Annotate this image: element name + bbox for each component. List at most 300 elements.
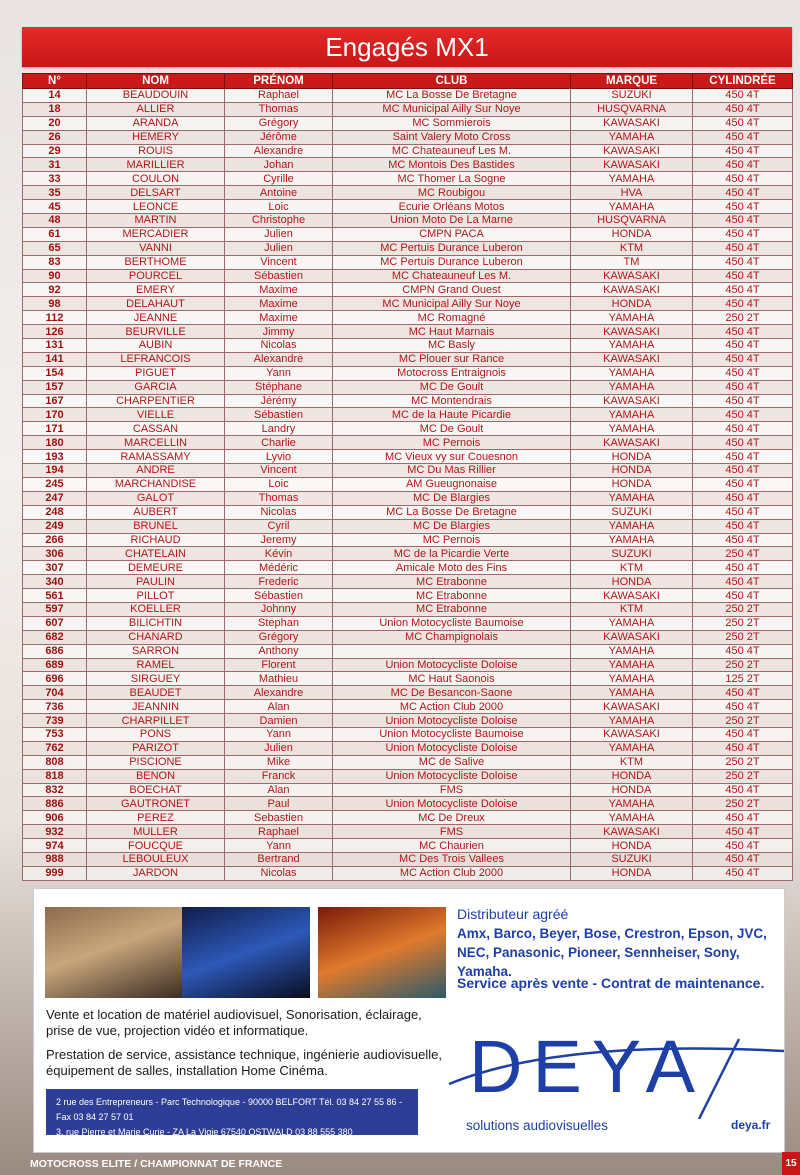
table-row bbox=[23, 325, 793, 339]
table-row bbox=[23, 366, 793, 380]
rider-lastname: ARANDA bbox=[87, 116, 225, 130]
table-row bbox=[23, 727, 793, 741]
rider-brand: HONDA bbox=[571, 464, 693, 478]
rider-club: FMS bbox=[333, 783, 571, 797]
rider-brand: KAWASAKI bbox=[571, 283, 693, 297]
rider-brand: SUZUKI bbox=[571, 547, 693, 561]
rider-club: Union Motocycliste Baumoise bbox=[333, 727, 571, 741]
table-row bbox=[23, 700, 793, 714]
deya-logo bbox=[439, 1025, 784, 1141]
logo-tagline: solutions audiovisuelles bbox=[466, 1118, 608, 1133]
rider-lastname: CHARPENTIER bbox=[87, 394, 225, 408]
rider-firstname: Stephan bbox=[225, 616, 333, 630]
rider-displacement: 450 4T bbox=[693, 89, 793, 103]
rider-brand: TM bbox=[571, 255, 693, 269]
rider-number: 762 bbox=[23, 741, 87, 755]
rider-number: 35 bbox=[23, 186, 87, 200]
rider-club: MC De Dreux bbox=[333, 811, 571, 825]
rider-club: MC De Blargies bbox=[333, 519, 571, 533]
rider-brand: YAMAHA bbox=[571, 491, 693, 505]
rider-displacement: 450 4T bbox=[693, 269, 793, 283]
rider-number: 98 bbox=[23, 297, 87, 311]
rider-number: 689 bbox=[23, 658, 87, 672]
table-row bbox=[23, 241, 793, 255]
rider-number: 307 bbox=[23, 561, 87, 575]
rider-number: 739 bbox=[23, 714, 87, 728]
rider-club: MC De Goult bbox=[333, 422, 571, 436]
rider-brand: HONDA bbox=[571, 839, 693, 853]
rider-number: 48 bbox=[23, 214, 87, 228]
rider-number: 248 bbox=[23, 505, 87, 519]
rider-firstname: Sébastien bbox=[225, 589, 333, 603]
rider-club: MC Municipal Ailly Sur Noye bbox=[333, 102, 571, 116]
rider-club: MC Plouer sur Rance bbox=[333, 352, 571, 366]
table-row bbox=[23, 172, 793, 186]
rider-lastname: GALOT bbox=[87, 491, 225, 505]
rider-number: 607 bbox=[23, 616, 87, 630]
rider-brand: KAWASAKI bbox=[571, 352, 693, 366]
rider-brand: HONDA bbox=[571, 575, 693, 589]
rider-displacement: 450 4T bbox=[693, 561, 793, 575]
rider-club: Motocross Entraignois bbox=[333, 366, 571, 380]
rider-firstname: Johnny bbox=[225, 602, 333, 616]
rider-firstname: Thomas bbox=[225, 491, 333, 505]
rider-club: Ecurie Orléans Motos bbox=[333, 200, 571, 214]
rider-firstname: Sébastien bbox=[225, 269, 333, 283]
rider-firstname: Julien bbox=[225, 741, 333, 755]
rider-lastname: RICHAUD bbox=[87, 533, 225, 547]
table-row bbox=[23, 797, 793, 811]
rider-brand: YAMAHA bbox=[571, 519, 693, 533]
rider-brand: HONDA bbox=[571, 866, 693, 880]
rider-number: 999 bbox=[23, 866, 87, 880]
table-row bbox=[23, 505, 793, 519]
rider-brand: KAWASAKI bbox=[571, 158, 693, 172]
rider-firstname: Julien bbox=[225, 241, 333, 255]
rider-club: MC De Blargies bbox=[333, 491, 571, 505]
rider-club: MC Haut Marnais bbox=[333, 325, 571, 339]
rider-number: 61 bbox=[23, 227, 87, 241]
rider-club: MC Etrabonne bbox=[333, 602, 571, 616]
table-row bbox=[23, 533, 793, 547]
rider-brand: KAWASAKI bbox=[571, 825, 693, 839]
rider-displacement: 450 4T bbox=[693, 172, 793, 186]
rider-lastname: JARDON bbox=[87, 866, 225, 880]
rider-lastname: CASSAN bbox=[87, 422, 225, 436]
column-header: CLUB bbox=[333, 74, 571, 89]
rider-firstname: Jérémy bbox=[225, 394, 333, 408]
rider-lastname: ALLIER bbox=[87, 102, 225, 116]
rider-club: MC De Besancon-Saone bbox=[333, 686, 571, 700]
rider-number: 245 bbox=[23, 477, 87, 491]
rider-number: 682 bbox=[23, 630, 87, 644]
table-row bbox=[23, 658, 793, 672]
rider-firstname: Charlie bbox=[225, 436, 333, 450]
rider-brand: KAWASAKI bbox=[571, 630, 693, 644]
rider-displacement: 450 4T bbox=[693, 255, 793, 269]
rider-number: 906 bbox=[23, 811, 87, 825]
rider-club: MC Chateauneuf Les M. bbox=[333, 269, 571, 283]
rider-club: MC Sommierois bbox=[333, 116, 571, 130]
rider-lastname: MULLER bbox=[87, 825, 225, 839]
ad-text-services: Prestation de service, assistance technique, ingénierie audiovisuelle, équipement de salles, installation Home Cinéma. bbox=[46, 1047, 443, 1078]
rider-lastname: JEANNIN bbox=[87, 700, 225, 714]
rider-number: 194 bbox=[23, 464, 87, 478]
rider-brand: KTM bbox=[571, 755, 693, 769]
rider-club: Union Moto De La Marne bbox=[333, 214, 571, 228]
table-row bbox=[23, 116, 793, 130]
rider-lastname: JEANNE bbox=[87, 311, 225, 325]
table-row bbox=[23, 866, 793, 880]
rider-lastname: CHANARD bbox=[87, 630, 225, 644]
rider-club: MC Chateauneuf Les M. bbox=[333, 144, 571, 158]
table-row bbox=[23, 547, 793, 561]
rider-lastname: MARTIN bbox=[87, 214, 225, 228]
rider-firstname: Christophe bbox=[225, 214, 333, 228]
rider-club: MC Action Club 2000 bbox=[333, 866, 571, 880]
rider-club: FMS bbox=[333, 825, 571, 839]
rider-lastname: PIGUET bbox=[87, 366, 225, 380]
rider-brand: KAWASAKI bbox=[571, 116, 693, 130]
rider-number: 112 bbox=[23, 311, 87, 325]
table-row bbox=[23, 158, 793, 172]
rider-firstname: Jérôme bbox=[225, 130, 333, 144]
rider-lastname: BOECHAT bbox=[87, 783, 225, 797]
table-row bbox=[23, 672, 793, 686]
rider-firstname: Lyvio bbox=[225, 450, 333, 464]
table-row bbox=[23, 227, 793, 241]
rider-club: MC Thomer La Sogne bbox=[333, 172, 571, 186]
rider-club: CMPN PACA bbox=[333, 227, 571, 241]
rider-displacement: 450 4T bbox=[693, 464, 793, 478]
rider-number: 45 bbox=[23, 200, 87, 214]
rider-lastname: BEAUDOUIN bbox=[87, 89, 225, 103]
rider-firstname: Nicolas bbox=[225, 505, 333, 519]
rider-displacement: 450 4T bbox=[693, 394, 793, 408]
rider-brand: KAWASAKI bbox=[571, 394, 693, 408]
rider-lastname: CHATELAIN bbox=[87, 547, 225, 561]
rider-number: 14 bbox=[23, 89, 87, 103]
rider-number: 26 bbox=[23, 130, 87, 144]
table-body bbox=[23, 89, 793, 881]
distributor-block bbox=[457, 905, 777, 981]
rider-number: 247 bbox=[23, 491, 87, 505]
rider-club: MC Municipal Ailly Sur Noye bbox=[333, 297, 571, 311]
rider-displacement: 450 4T bbox=[693, 283, 793, 297]
rider-lastname: CHARPILLET bbox=[87, 714, 225, 728]
rider-displacement: 450 4T bbox=[693, 339, 793, 353]
rider-firstname: Mike bbox=[225, 755, 333, 769]
rider-club: MC La Bosse De Bretagne bbox=[333, 89, 571, 103]
rider-number: 818 bbox=[23, 769, 87, 783]
rider-number: 157 bbox=[23, 380, 87, 394]
rider-lastname: DEMEURE bbox=[87, 561, 225, 575]
rider-lastname: RAMASSAMY bbox=[87, 450, 225, 464]
rider-lastname: FOUCQUE bbox=[87, 839, 225, 853]
rider-displacement: 450 4T bbox=[693, 589, 793, 603]
table-row bbox=[23, 686, 793, 700]
rider-displacement: 450 4T bbox=[693, 825, 793, 839]
rider-lastname: PISCIONE bbox=[87, 755, 225, 769]
rider-displacement: 250 2T bbox=[693, 755, 793, 769]
rider-club: MC Pertuis Durance Luberon bbox=[333, 241, 571, 255]
rider-club: Union Motocycliste Doloise bbox=[333, 797, 571, 811]
table-row bbox=[23, 102, 793, 116]
rider-number: 126 bbox=[23, 325, 87, 339]
table-row bbox=[23, 380, 793, 394]
rider-firstname: Sebastien bbox=[225, 811, 333, 825]
brand-list: Amx, Barco, Beyer, Bose, Crestron, Epson, JVC, NEC, Panasonic, Pioneer, Sennheiser, Sony, Yamaha. bbox=[457, 926, 767, 979]
rider-number: 193 bbox=[23, 450, 87, 464]
table-row bbox=[23, 464, 793, 478]
table-row bbox=[23, 255, 793, 269]
table-row bbox=[23, 408, 793, 422]
rider-firstname: Vincent bbox=[225, 464, 333, 478]
rider-club: Union Motocycliste Doloise bbox=[333, 741, 571, 755]
ad-description bbox=[46, 1007, 446, 1087]
rider-brand: HVA bbox=[571, 186, 693, 200]
rider-displacement: 450 4T bbox=[693, 700, 793, 714]
column-header: MARQUE bbox=[571, 74, 693, 89]
rider-lastname: PAULIN bbox=[87, 575, 225, 589]
rider-lastname: VIELLE bbox=[87, 408, 225, 422]
rider-firstname: Julien bbox=[225, 227, 333, 241]
table-row bbox=[23, 714, 793, 728]
rider-displacement: 450 4T bbox=[693, 839, 793, 853]
rider-brand: KAWASAKI bbox=[571, 325, 693, 339]
rider-brand: YAMAHA bbox=[571, 644, 693, 658]
rider-number: 20 bbox=[23, 116, 87, 130]
rider-club: MC Champignolais bbox=[333, 630, 571, 644]
rider-firstname: Loic bbox=[225, 200, 333, 214]
rider-lastname: ROUIS bbox=[87, 144, 225, 158]
rider-club: Union Motocycliste Doloise bbox=[333, 714, 571, 728]
rider-club: MC Roubigou bbox=[333, 186, 571, 200]
rider-brand: YAMAHA bbox=[571, 200, 693, 214]
rider-brand: KAWASAKI bbox=[571, 269, 693, 283]
rider-number: 597 bbox=[23, 602, 87, 616]
rider-club: MC Chaurien bbox=[333, 839, 571, 853]
rider-firstname: Grégory bbox=[225, 116, 333, 130]
rider-club: MC de Salive bbox=[333, 755, 571, 769]
rider-lastname: BILICHTIN bbox=[87, 616, 225, 630]
rider-displacement: 450 4T bbox=[693, 130, 793, 144]
rider-brand: KAWASAKI bbox=[571, 700, 693, 714]
rider-firstname: Antoine bbox=[225, 186, 333, 200]
rider-number: 83 bbox=[23, 255, 87, 269]
rider-firstname: Maxime bbox=[225, 311, 333, 325]
rider-lastname: AUBERT bbox=[87, 505, 225, 519]
rider-displacement: 250 2T bbox=[693, 658, 793, 672]
rider-displacement: 450 4T bbox=[693, 519, 793, 533]
rider-firstname: Florent bbox=[225, 658, 333, 672]
rider-club: Union Motocycliste Baumoise bbox=[333, 616, 571, 630]
rider-firstname: Bertrand bbox=[225, 852, 333, 866]
rider-club: MC Pernois bbox=[333, 436, 571, 450]
rider-lastname: MARCHANDISE bbox=[87, 477, 225, 491]
rider-club: MC Du Mas Rillier bbox=[333, 464, 571, 478]
address-box bbox=[46, 1089, 418, 1135]
rider-firstname: Thomas bbox=[225, 102, 333, 116]
rider-lastname: RAMEL bbox=[87, 658, 225, 672]
rider-club bbox=[333, 644, 571, 658]
rider-club: MC Vieux vy sur Couesnon bbox=[333, 450, 571, 464]
rider-brand: KTM bbox=[571, 602, 693, 616]
rider-brand: HONDA bbox=[571, 783, 693, 797]
rider-firstname: Loic bbox=[225, 477, 333, 491]
rider-number: 704 bbox=[23, 686, 87, 700]
rider-club: Saint Valery Moto Cross bbox=[333, 130, 571, 144]
rider-lastname: SIRGUEY bbox=[87, 672, 225, 686]
column-header: PRÉNOM bbox=[225, 74, 333, 89]
table-row bbox=[23, 755, 793, 769]
rider-lastname: MARCELLIN bbox=[87, 436, 225, 450]
rider-brand: SUZUKI bbox=[571, 89, 693, 103]
rider-firstname: Landry bbox=[225, 422, 333, 436]
rider-firstname: Sébastien bbox=[225, 408, 333, 422]
distributor-title: Distributeur agréé bbox=[457, 906, 569, 922]
table-row bbox=[23, 783, 793, 797]
rider-lastname: BENON bbox=[87, 769, 225, 783]
rider-brand: HONDA bbox=[571, 477, 693, 491]
rider-displacement: 450 4T bbox=[693, 727, 793, 741]
rider-number: 808 bbox=[23, 755, 87, 769]
logo-wordmark: DEYA bbox=[469, 1025, 706, 1108]
rider-number: 90 bbox=[23, 269, 87, 283]
rider-brand: YAMAHA bbox=[571, 741, 693, 755]
rider-club: MC Action Club 2000 bbox=[333, 700, 571, 714]
column-header: NOM bbox=[87, 74, 225, 89]
table-row bbox=[23, 130, 793, 144]
rider-lastname: VANNI bbox=[87, 241, 225, 255]
rider-lastname: PONS bbox=[87, 727, 225, 741]
rider-displacement: 450 4T bbox=[693, 186, 793, 200]
table-row bbox=[23, 852, 793, 866]
rider-displacement: 450 4T bbox=[693, 811, 793, 825]
rider-firstname: Jimmy bbox=[225, 325, 333, 339]
rider-number: 249 bbox=[23, 519, 87, 533]
rider-brand: YAMAHA bbox=[571, 408, 693, 422]
table-row bbox=[23, 144, 793, 158]
rider-displacement: 450 4T bbox=[693, 241, 793, 255]
rider-brand: KTM bbox=[571, 561, 693, 575]
rider-lastname: DELSART bbox=[87, 186, 225, 200]
rider-displacement: 450 4T bbox=[693, 505, 793, 519]
rider-displacement: 450 4T bbox=[693, 325, 793, 339]
rider-club: MC Montois Des Bastides bbox=[333, 158, 571, 172]
rider-firstname: Yann bbox=[225, 366, 333, 380]
rider-number: 33 bbox=[23, 172, 87, 186]
table-row bbox=[23, 339, 793, 353]
rider-brand: YAMAHA bbox=[571, 797, 693, 811]
rider-brand: YAMAHA bbox=[571, 686, 693, 700]
rider-firstname: Grégory bbox=[225, 630, 333, 644]
rider-brand: KTM bbox=[571, 241, 693, 255]
rider-displacement: 450 4T bbox=[693, 436, 793, 450]
rider-number: 306 bbox=[23, 547, 87, 561]
rider-brand: YAMAHA bbox=[571, 533, 693, 547]
rider-displacement: 450 4T bbox=[693, 533, 793, 547]
column-header: CYLINDRÉE bbox=[693, 74, 793, 89]
rider-firstname: Frederic bbox=[225, 575, 333, 589]
rider-lastname: AUBIN bbox=[87, 339, 225, 353]
rider-firstname: Alexandre bbox=[225, 144, 333, 158]
table-row bbox=[23, 519, 793, 533]
rider-firstname: Médéric bbox=[225, 561, 333, 575]
table-row bbox=[23, 741, 793, 755]
rider-number: 561 bbox=[23, 589, 87, 603]
rider-displacement: 450 4T bbox=[693, 366, 793, 380]
table-row bbox=[23, 311, 793, 325]
table-row bbox=[23, 214, 793, 228]
rider-lastname: LEONCE bbox=[87, 200, 225, 214]
rider-firstname: Paul bbox=[225, 797, 333, 811]
rider-lastname: COULON bbox=[87, 172, 225, 186]
rider-brand: YAMAHA bbox=[571, 616, 693, 630]
rider-club: MC De Goult bbox=[333, 380, 571, 394]
page-title: Engagés MX1 bbox=[22, 27, 792, 67]
rider-displacement: 450 4T bbox=[693, 852, 793, 866]
rider-brand: YAMAHA bbox=[571, 339, 693, 353]
footer-section-title: MOTOCROSS ELITE / CHAMPIONNAT DE FRANCE bbox=[30, 1158, 283, 1170]
table-row bbox=[23, 297, 793, 311]
ad-text-sales: Vente et location de matériel audiovisuel, Sonorisation, éclairage, prise de vue, projection vidéo et informatique. bbox=[46, 1007, 422, 1038]
table-row bbox=[23, 491, 793, 505]
rider-brand: YAMAHA bbox=[571, 658, 693, 672]
table-row bbox=[23, 89, 793, 103]
rider-displacement: 250 2T bbox=[693, 797, 793, 811]
rider-lastname: BEURVILLE bbox=[87, 325, 225, 339]
rider-number: 92 bbox=[23, 283, 87, 297]
rider-number: 686 bbox=[23, 644, 87, 658]
rider-lastname: KOELLER bbox=[87, 602, 225, 616]
rider-firstname: Nicolas bbox=[225, 339, 333, 353]
rider-brand: YAMAHA bbox=[571, 714, 693, 728]
rider-displacement: 450 4T bbox=[693, 450, 793, 464]
rider-displacement: 250 2T bbox=[693, 616, 793, 630]
rider-displacement: 250 2T bbox=[693, 630, 793, 644]
address-ostwald: 3, rue Pierre et Marie Curie - ZA La Vigie 67540 OSTWALD 03 88 555 380 bbox=[56, 1127, 353, 1137]
rider-number: 141 bbox=[23, 352, 87, 366]
rider-brand: YAMAHA bbox=[571, 130, 693, 144]
rider-firstname: Yann bbox=[225, 727, 333, 741]
rider-firstname: Vincent bbox=[225, 255, 333, 269]
table-row bbox=[23, 575, 793, 589]
deya-advertisement bbox=[33, 888, 785, 1153]
rider-number: 18 bbox=[23, 102, 87, 116]
rider-firstname: Maxime bbox=[225, 297, 333, 311]
rider-firstname: Damien bbox=[225, 714, 333, 728]
rider-brand: HUSQVARNA bbox=[571, 214, 693, 228]
rider-number: 736 bbox=[23, 700, 87, 714]
rider-number: 832 bbox=[23, 783, 87, 797]
rider-number: 696 bbox=[23, 672, 87, 686]
rider-firstname: Raphael bbox=[225, 825, 333, 839]
rider-club: AM Gueugnonaise bbox=[333, 477, 571, 491]
rider-displacement: 450 4T bbox=[693, 408, 793, 422]
rider-displacement: 450 4T bbox=[693, 158, 793, 172]
video-face-photo bbox=[318, 907, 446, 998]
rider-firstname: Maxime bbox=[225, 283, 333, 297]
rider-number: 171 bbox=[23, 422, 87, 436]
rider-number: 886 bbox=[23, 797, 87, 811]
rider-firstname: Cyrille bbox=[225, 172, 333, 186]
rider-displacement: 450 4T bbox=[693, 575, 793, 589]
table-row bbox=[23, 450, 793, 464]
table-row bbox=[23, 200, 793, 214]
rider-displacement: 450 4T bbox=[693, 214, 793, 228]
rider-lastname: PARIZOT bbox=[87, 741, 225, 755]
